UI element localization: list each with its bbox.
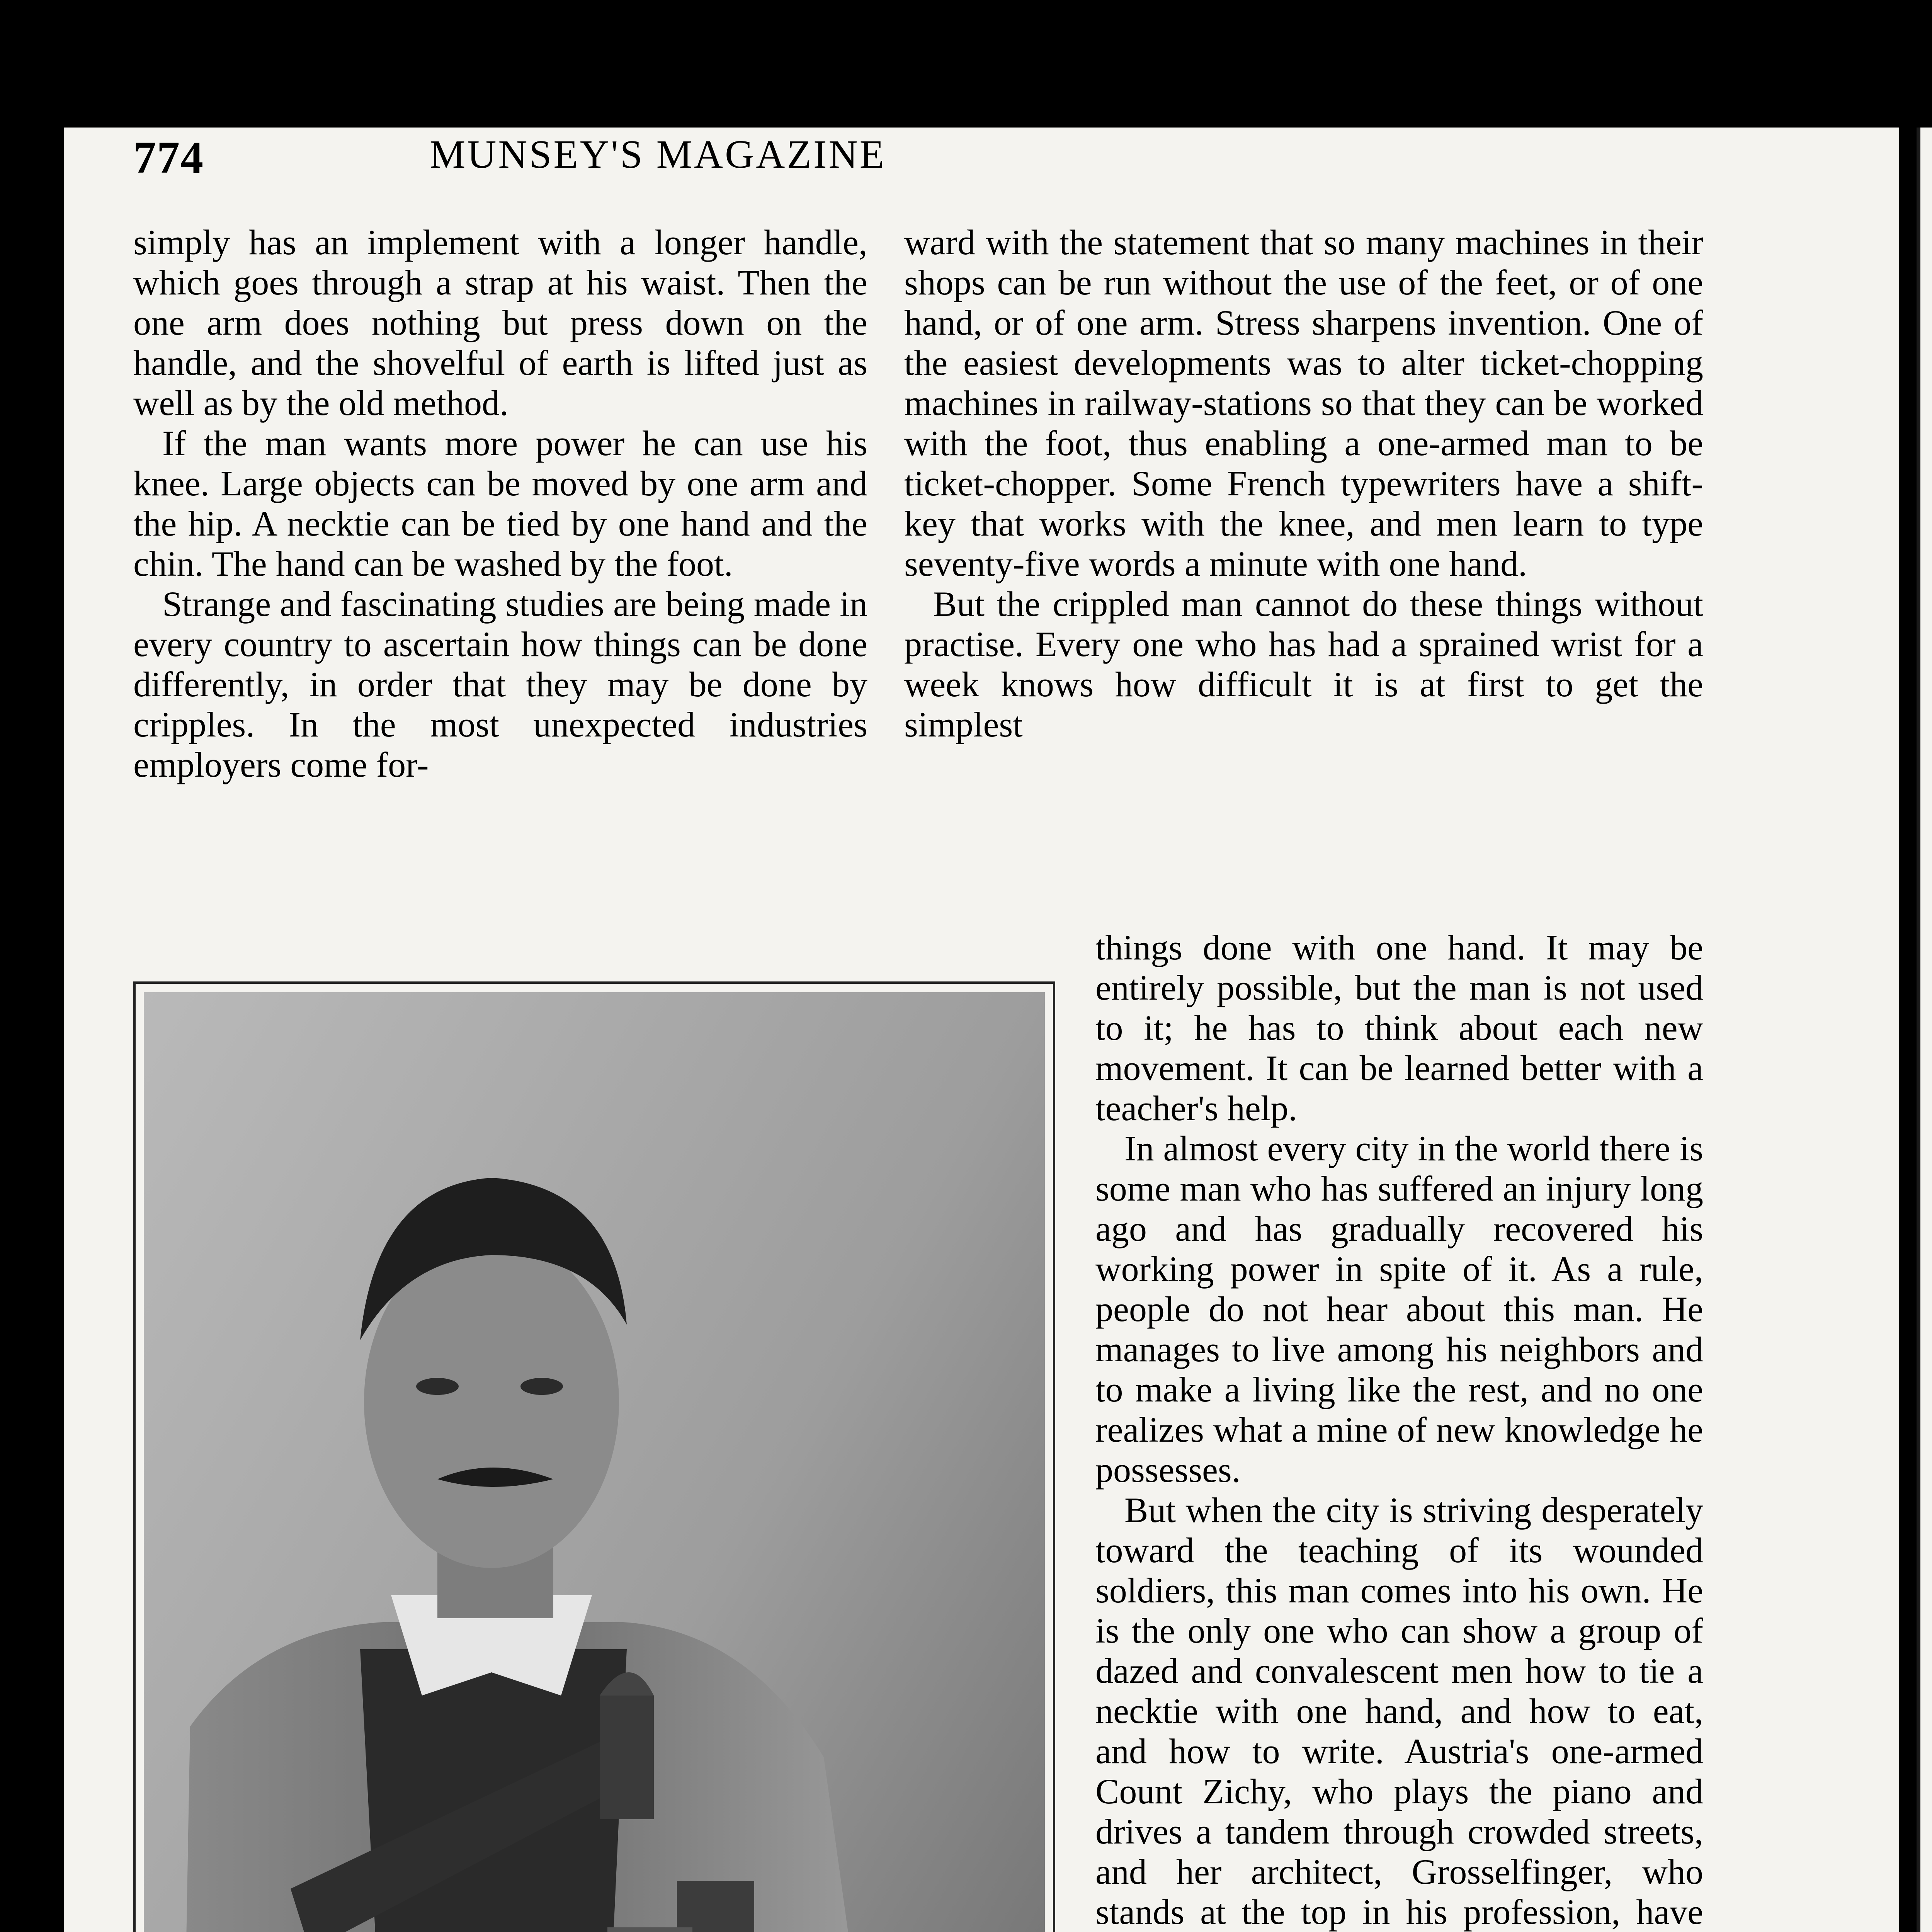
paragraph: ward with the statement that so many machines in their shops can be run without the use of the feet, or of one hand, or of one arm. Stress sharpens invention. One of the easiest developments was to alter ticket-chopping machines in railway-stations so that they can be worked with the foot, thus enabling a one-armed man to be ticket-chopper. Some French typewriters have a shift-key that works with the knee, and men learn to type seventy-five words a minute with one hand. bbox=[904, 223, 1703, 583]
paragraph: things done with one hand. It may be entirely possible, but the man is not used to it; he has to think about each new movement. It can be learned better with a teacher's help. bbox=[1095, 928, 1703, 1128]
right-column-narrow bbox=[1095, 927, 1703, 1932]
right-column-top bbox=[904, 222, 1703, 745]
paragraph: simply has an implement with a longer handle, which goes through a strap at his waist. Then the one arm does nothing but press down on the handle, and the shovelful of earth is lifted just as well as by the old method. bbox=[133, 223, 867, 423]
left-column bbox=[133, 222, 867, 785]
page-header bbox=[133, 131, 1182, 193]
page-number: 774 bbox=[133, 132, 204, 183]
paragraph: If the man wants more power he can use his knee. Large objects can be moved by one arm and the hip. A necktie can be tied by one hand and the chin. The hand can be washed by the foot. bbox=[133, 423, 867, 583]
soldier-photo bbox=[144, 992, 1045, 1932]
paragraph: In almost every city in the world there is some man who has suffered an injury long ago and has gradually recovered his working power in spite of it. As a rule, people do not hear about this man. He manages to live among his neighbors and to make a living like the rest, and no one realizes what a mine of new knowledge he possesses. bbox=[1095, 1129, 1703, 1490]
running-head: MUNSEY'S MAGAZINE bbox=[429, 132, 886, 177]
paragraph: But the crippled man cannot do these things without practise. Every one who has had a sprained wrist for a week knows how difficult it is at first to get the simplest bbox=[904, 584, 1703, 744]
paragraph: Strange and fascinating studies are being made in every country to ascertain how things can be done differently, in order that they may be done by cripples. In the most unexpected industries employers come for- bbox=[133, 584, 867, 784]
facing-page-edge bbox=[1917, 128, 1932, 1932]
paragraph: But when the city is striving desperately toward the teaching of its wounded soldiers, this man comes into his own. He is the only one who can show a group of dazed and convalescent men how to tie a necktie with one hand, and how to eat, and how to write. Austria's one-armed Count Zichy, who plays the piano and drives a tandem through crowded streets, and her architect, Grosselfinger, who stands at the top in his profession, have bbox=[1095, 1490, 1703, 1932]
